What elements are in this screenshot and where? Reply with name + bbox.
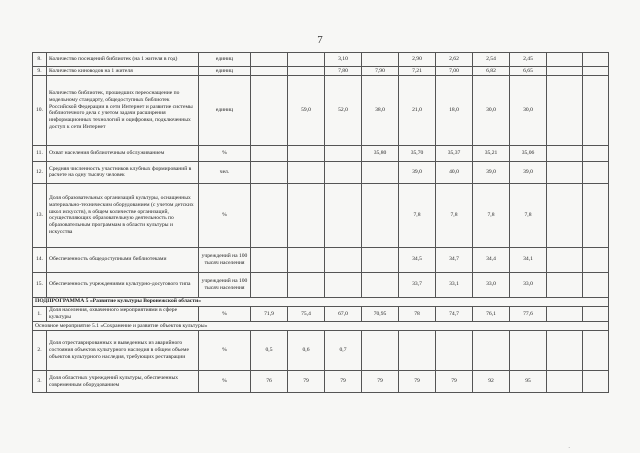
indicator-name: Количество посещений библиотек (на 1 жителя в год)	[47, 53, 199, 67]
value-cell: 79	[325, 371, 362, 393]
unit-cell: %	[199, 145, 251, 161]
value-cell: 2,54	[473, 53, 510, 67]
empty-cell	[547, 183, 583, 247]
row-number: 12.	[33, 161, 47, 183]
value-cell	[325, 183, 362, 247]
value-cell: 79	[436, 371, 473, 393]
empty-cell	[547, 53, 583, 67]
value-cell: 39,0	[399, 161, 436, 183]
value-cell: 7,8	[473, 183, 510, 247]
value-cell: 3,10	[325, 53, 362, 67]
value-cell	[288, 67, 325, 76]
table-row	[33, 247, 609, 272]
value-cell: 70,95	[362, 306, 399, 322]
empty-cell	[547, 272, 583, 297]
value-cell: 52,0	[325, 75, 362, 145]
value-cell: 34,1	[510, 247, 547, 272]
empty-cell	[583, 272, 609, 297]
page-number: 7	[317, 34, 323, 46]
empty-cell	[583, 161, 609, 183]
value-cell	[251, 161, 288, 183]
row-number: 11.	[33, 145, 47, 161]
empty-cell	[583, 331, 609, 371]
value-cell	[325, 272, 362, 297]
value-cell: 2,62	[436, 53, 473, 67]
table-row	[33, 331, 609, 371]
indicator-name: Количество библиотек, прошедших переоснащение по модельному стандарту, общедоступных библиотек Российской Федерации в сети Интернет и развитие системы библиотечного дела с учетом задачи расширения информационных технологий и оцифровки, подключенных доступ к сети Интернет	[47, 75, 199, 145]
value-cell: 35,70	[399, 145, 436, 161]
value-cell: 79	[362, 371, 399, 393]
value-cell: 7,8	[510, 183, 547, 247]
indicators-table	[32, 52, 609, 393]
unit-cell: чел.	[199, 161, 251, 183]
value-cell: 74,7	[436, 306, 473, 322]
value-cell: 35,06	[510, 145, 547, 161]
value-cell: 39,0	[473, 161, 510, 183]
row-number: 8.	[33, 53, 47, 67]
table-row	[33, 145, 609, 161]
empty-cell	[547, 161, 583, 183]
value-cell	[362, 53, 399, 67]
value-cell: 35,21	[473, 145, 510, 161]
value-cell: 77,6	[510, 306, 547, 322]
indicator-name: Доля образовательных организаций культуры, оснащенных материально-техническим оборудованием (с учетом детских школ искусств), в общем количестве организаций, осуществляющих образовательную деятельность по образовательным программам в области культуры и искусства	[47, 183, 199, 247]
empty-cell	[583, 75, 609, 145]
row-number: 14.	[33, 247, 47, 272]
value-cell: 33,0	[510, 272, 547, 297]
unit-cell: учреждений на 100 тысяч населения	[199, 247, 251, 272]
value-cell: 38,0	[362, 75, 399, 145]
table-row	[33, 272, 609, 297]
value-cell: 34,5	[399, 247, 436, 272]
value-cell: 0,7	[325, 331, 362, 371]
table-row	[33, 297, 609, 306]
value-cell	[325, 145, 362, 161]
indicator-name: Обеспеченность общедоступными библиотеками	[47, 247, 199, 272]
table-row	[33, 306, 609, 322]
value-cell	[288, 247, 325, 272]
value-cell: 35,80	[362, 145, 399, 161]
empty-cell	[583, 306, 609, 322]
value-cell	[251, 53, 288, 67]
table-row	[33, 53, 609, 67]
value-cell: 2,45	[510, 53, 547, 67]
value-cell	[288, 272, 325, 297]
value-cell	[473, 331, 510, 371]
indicator-name: Охват населения библиотечным обслуживанием	[47, 145, 199, 161]
value-cell: 95	[510, 371, 547, 393]
value-cell: 59,0	[288, 75, 325, 145]
value-cell: 33,0	[473, 272, 510, 297]
value-cell: 71,9	[251, 306, 288, 322]
empty-cell	[583, 247, 609, 272]
value-cell	[362, 272, 399, 297]
empty-cell	[583, 67, 609, 76]
value-cell: 7,8	[399, 183, 436, 247]
empty-cell	[583, 371, 609, 393]
value-cell: 34,7	[436, 247, 473, 272]
indicator-name: Доля населения, охваченного мероприятиями в сфере культуры	[47, 306, 199, 322]
value-cell	[362, 331, 399, 371]
table-row	[33, 371, 609, 393]
empty-cell	[583, 145, 609, 161]
value-cell: 7,90	[362, 67, 399, 76]
unit-cell: %	[199, 183, 251, 247]
value-cell: 7,21	[399, 67, 436, 76]
empty-cell	[547, 247, 583, 272]
unit-cell: единиц	[199, 67, 251, 76]
indicator-name: Обеспеченность учреждениями культурно-досугового типа	[47, 272, 199, 297]
value-cell: 6,65	[510, 67, 547, 76]
row-number: 10.	[33, 75, 47, 145]
unit-cell: единиц	[199, 75, 251, 145]
value-cell	[251, 272, 288, 297]
table-row	[33, 183, 609, 247]
value-cell: 6,82	[473, 67, 510, 76]
empty-cell	[583, 183, 609, 247]
table-row	[33, 75, 609, 145]
unit-cell: единиц	[199, 53, 251, 67]
indicator-name: Доля областных учреждений культуры, обеспеченных современным оборудованием	[47, 371, 199, 393]
value-cell: 79	[288, 371, 325, 393]
table-row	[33, 67, 609, 76]
value-cell: 78	[399, 306, 436, 322]
value-cell: 30,0	[510, 75, 547, 145]
unit-cell: %	[199, 306, 251, 322]
indicator-name: Средняя численность участников клубных формирований в расчете на одну тысячу человек	[47, 161, 199, 183]
row-number: 15.	[33, 272, 47, 297]
value-cell	[251, 145, 288, 161]
activity-heading: Основное мероприятие 5.1 «Сохранение и развитие объектов культуры»	[33, 322, 609, 331]
value-cell: 79	[399, 371, 436, 393]
subprogram-heading: ПОДПРОГРАММА 5 «Развитие культуры Воронежской области»	[33, 297, 609, 306]
value-cell	[251, 247, 288, 272]
value-cell: 75,4	[288, 306, 325, 322]
row-number: 3.	[33, 371, 47, 393]
value-cell	[251, 183, 288, 247]
empty-cell	[547, 75, 583, 145]
empty-cell	[547, 306, 583, 322]
table-row	[33, 322, 609, 331]
empty-cell	[547, 331, 583, 371]
value-cell: 7,80	[325, 67, 362, 76]
row-number: 13.	[33, 183, 47, 247]
value-cell: 76	[251, 371, 288, 393]
row-number: 2.	[33, 331, 47, 371]
row-number: 9.	[33, 67, 47, 76]
unit-cell: %	[199, 371, 251, 393]
value-cell: 76,1	[473, 306, 510, 322]
value-cell	[251, 67, 288, 76]
empty-cell	[547, 371, 583, 393]
indicator-name: Доля отреставрированных и выведенных из аварийного состояния объектов культурного наследия в общем объеме объектов культурного наследия, требующих реставрации	[47, 331, 199, 371]
value-cell: 40,0	[436, 161, 473, 183]
value-cell	[362, 161, 399, 183]
unit-cell: %	[199, 331, 251, 371]
value-cell: 92	[473, 371, 510, 393]
value-cell	[399, 331, 436, 371]
value-cell	[436, 331, 473, 371]
row-number: 1.	[33, 306, 47, 322]
value-cell: 33,7	[399, 272, 436, 297]
value-cell	[288, 145, 325, 161]
value-cell: 39,0	[510, 161, 547, 183]
value-cell: 67,0	[325, 306, 362, 322]
value-cell: 35,37	[436, 145, 473, 161]
value-cell	[288, 183, 325, 247]
value-cell: 7,00	[436, 67, 473, 76]
unit-cell: учреждений на 100 тысяч населения	[199, 272, 251, 297]
value-cell	[325, 247, 362, 272]
value-cell: 33,1	[436, 272, 473, 297]
value-cell	[510, 331, 547, 371]
indicator-name: Количество киноводов на 1 жителя	[47, 67, 199, 76]
value-cell: 34,4	[473, 247, 510, 272]
value-cell: 7,8	[436, 183, 473, 247]
value-cell	[288, 161, 325, 183]
value-cell: 30,0	[473, 75, 510, 145]
empty-cell	[547, 67, 583, 76]
empty-cell	[547, 145, 583, 161]
value-cell	[362, 183, 399, 247]
value-cell: 2,90	[399, 53, 436, 67]
value-cell	[288, 53, 325, 67]
value-cell	[325, 161, 362, 183]
empty-cell	[583, 53, 609, 67]
value-cell	[251, 75, 288, 145]
value-cell: 0,5	[251, 331, 288, 371]
scan-mark: ·	[568, 444, 571, 452]
table-row	[33, 161, 609, 183]
value-cell: 0,6	[288, 331, 325, 371]
value-cell: 21,0	[399, 75, 436, 145]
value-cell	[362, 247, 399, 272]
value-cell: 18,0	[436, 75, 473, 145]
